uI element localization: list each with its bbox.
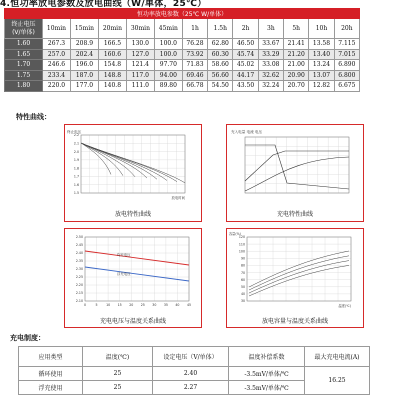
x-tick-label: 10 xyxy=(106,303,111,307)
y-tick-label: 2.40 xyxy=(75,251,83,256)
charge-section-title: 充电制度： xyxy=(10,334,45,342)
power-value-cell: 71.83 xyxy=(182,60,207,71)
power-value-cell: 66.78 xyxy=(182,81,207,92)
x-tick-label: 25 xyxy=(140,303,145,307)
y-tick-label: 2.0 xyxy=(73,149,79,154)
y-tick-label: 40 xyxy=(240,292,245,297)
capacity-temperature-chart xyxy=(226,228,364,328)
duration-column-header: 20h xyxy=(334,19,359,39)
power-value-cell: 130.0 xyxy=(126,39,154,50)
col-temperature: 温度(℃) xyxy=(83,347,153,367)
power-value-cell: 94.00 xyxy=(154,70,182,81)
table-row: 循环使用 25 2.40 -3.5mV/单体/℃ 16.25 xyxy=(19,367,370,381)
duration-column-header: 1h xyxy=(182,19,207,39)
y-tick-label: 1.9 xyxy=(73,158,79,163)
power-value-cell: 202.4 xyxy=(70,49,98,60)
power-value-cell: 13.07 xyxy=(309,70,334,81)
power-value-cell: 177.0 xyxy=(70,81,98,92)
power-value-cell: 166.5 xyxy=(98,39,126,50)
table-row xyxy=(5,70,360,81)
power-value-cell: 100.0 xyxy=(154,39,182,50)
y-axis-label: 终止电压 xyxy=(67,130,82,134)
y-tick-label: 2.1 xyxy=(73,141,79,146)
x-tick-label: 30 xyxy=(152,303,157,307)
power-value-cell: 20.90 xyxy=(284,70,309,81)
power-value-cell: 140.8 xyxy=(98,81,126,92)
x-axis-label: 温度(℃) xyxy=(338,304,351,308)
max-current-value: 16.25 xyxy=(305,367,370,395)
power-value-cell: 6.675 xyxy=(334,81,359,92)
x-tick-label: 5 xyxy=(95,303,98,307)
end-voltage-cell: 1.75 xyxy=(5,70,43,81)
x-axis-label: 放电时间 xyxy=(171,196,185,200)
power-value-cell: 127.0 xyxy=(126,49,154,60)
power-value-cell: 6.890 xyxy=(334,60,359,71)
power-value-cell: 13.58 xyxy=(309,39,334,50)
power-value-cell: 89.80 xyxy=(154,81,182,92)
x-tick-label: 40 xyxy=(175,303,180,307)
end-voltage-cell: 1.60 xyxy=(5,39,43,50)
power-value-cell: 257.0 xyxy=(43,49,71,60)
power-value-cell: 13.24 xyxy=(309,60,334,71)
duration-column-header: 30min xyxy=(126,19,154,39)
y-tick-label: 2.25 xyxy=(75,275,83,280)
chart-caption: 放电容量与温度关系曲线 xyxy=(261,318,328,325)
power-value-cell: 21.00 xyxy=(284,60,309,71)
power-value-cell: 69.46 xyxy=(182,70,207,81)
table-row xyxy=(5,81,360,92)
duration-column-header: 20min xyxy=(98,19,126,39)
chart-caption: 充电特性曲线 xyxy=(276,211,313,218)
y-tick-label: 30 xyxy=(240,299,245,304)
curves-section-title: 特性曲线： xyxy=(16,113,51,121)
duration-column-header: 2h xyxy=(233,19,258,39)
power-value-cell: 13.40 xyxy=(309,49,334,60)
page-heading: 4.恒功率放电参数及放电曲线（W/单体，25℃） xyxy=(0,0,207,9)
charge-regime-table xyxy=(18,346,370,395)
power-value-cell: 33.67 xyxy=(258,39,283,50)
y-tick-label: 1.6 xyxy=(73,182,79,187)
x-tick-label: 20 xyxy=(129,303,134,307)
power-value-cell: 33.29 xyxy=(258,49,283,60)
power-value-cell: 233.4 xyxy=(43,70,71,81)
discharge-characteristic-chart xyxy=(64,124,202,222)
duration-column-header: 10min xyxy=(43,19,71,39)
power-value-cell: 62.80 xyxy=(208,39,233,50)
power-value-cell: 246.6 xyxy=(43,60,71,71)
power-value-cell: 97.70 xyxy=(154,60,182,71)
line-label: 浮充电压 xyxy=(117,272,131,276)
power-value-cell: 196.0 xyxy=(70,60,98,71)
y-tick-label: 1.8 xyxy=(73,166,79,171)
y-tick-label: 2.15 xyxy=(75,291,83,296)
table-row xyxy=(5,49,360,60)
line-label: 均充电压 xyxy=(117,253,131,257)
y-axis-label: 容量(%) xyxy=(229,232,241,236)
power-value-cell: 60.30 xyxy=(208,49,233,60)
voltage-temperature-chart xyxy=(64,228,202,328)
power-value-cell: 7.015 xyxy=(334,49,359,60)
power-value-cell: 148.8 xyxy=(98,70,126,81)
power-value-cell: 33.08 xyxy=(258,60,283,71)
table-row xyxy=(5,60,360,71)
x-tick-label: 0 xyxy=(83,303,87,307)
duration-column-header: 15min xyxy=(70,19,98,39)
table-row xyxy=(5,39,360,50)
power-value-cell: 76.28 xyxy=(182,39,207,50)
power-value-cell: 111.0 xyxy=(126,81,154,92)
end-voltage-cell: 1.70 xyxy=(5,60,43,71)
y-tick-label: 1.5 xyxy=(73,191,79,196)
power-value-cell: 54.50 xyxy=(208,81,233,92)
power-value-cell: 160.6 xyxy=(98,49,126,60)
power-value-cell: 267.3 xyxy=(43,39,71,50)
y-tick-label: 2.35 xyxy=(75,259,83,264)
power-value-cell: 6.800 xyxy=(334,70,359,81)
power-value-cell: 73.92 xyxy=(182,49,207,60)
chart-caption: 充电电压与温度关系曲线 xyxy=(99,318,166,325)
end-voltage-cell: 1.65 xyxy=(5,49,43,60)
y-tick-label: 2.50 xyxy=(75,235,83,240)
power-value-cell: 208.9 xyxy=(70,39,98,50)
power-value-cell: 32.24 xyxy=(258,81,283,92)
y-tick-label: 50 xyxy=(240,284,245,289)
discharge-parameter-table xyxy=(4,8,360,92)
power-value-cell: 154.8 xyxy=(98,60,126,71)
power-value-cell: 100.0 xyxy=(154,49,182,60)
x-tick-label: 45 xyxy=(186,303,192,307)
power-value-cell: 121.4 xyxy=(126,60,154,71)
y-tick-label: 1.7 xyxy=(73,174,79,179)
power-value-cell: 43.50 xyxy=(233,81,258,92)
power-value-cell: 220.0 xyxy=(43,81,71,92)
y-tick-label: 100 xyxy=(238,249,245,254)
y-tick-label: 2.10 xyxy=(75,299,83,304)
power-value-cell: 20.70 xyxy=(284,81,309,92)
power-value-cell: 58.60 xyxy=(208,60,233,71)
discharge-curve xyxy=(81,143,123,176)
duration-column-header: 5h xyxy=(284,19,309,39)
power-value-cell: 12.82 xyxy=(309,81,334,92)
duration-column-header: 3h xyxy=(258,19,283,39)
discharge-curve xyxy=(81,143,111,174)
power-value-cell: 45.02 xyxy=(233,60,258,71)
table-row: 浮充使用 25 2.27 -3.5mV/单体/℃ xyxy=(19,381,370,395)
power-value-cell: 187.0 xyxy=(70,70,98,81)
power-value-cell: 56.60 xyxy=(208,70,233,81)
x-tick-label: 35 xyxy=(163,303,168,307)
duration-column-header: 10h xyxy=(309,19,334,39)
y-tick-label: 2.20 xyxy=(75,283,83,288)
col-application: 应用类型 xyxy=(19,347,83,367)
power-value-cell: 32.62 xyxy=(258,70,283,81)
table-caption: 恒功率放电参数（25℃ W/单体） xyxy=(5,9,360,19)
legend-text: 充入电量 电流 电压 xyxy=(231,130,263,134)
y-tick-label: 120 xyxy=(238,235,245,240)
y-tick-label: 2.45 xyxy=(75,243,83,248)
x-tick-label: 15 xyxy=(117,303,122,307)
charge-characteristic-chart xyxy=(226,124,364,222)
power-value-cell: 21.20 xyxy=(284,49,309,60)
col-compensation: 温度补偿系数 xyxy=(229,347,305,367)
chart-caption: 放电特性曲线 xyxy=(114,211,151,218)
y-tick-label: 80 xyxy=(240,263,245,268)
power-value-cell: 117.0 xyxy=(126,70,154,81)
y-tick-label: 110 xyxy=(238,242,245,247)
power-value-cell: 46.50 xyxy=(233,39,258,50)
end-voltage-cell: 1.80 xyxy=(5,81,43,92)
col-set-voltage: 设定电压（V/单体） xyxy=(153,347,229,367)
power-value-cell: 21.41 xyxy=(284,39,309,50)
col-max-current: 最大充电电流(A) xyxy=(305,347,370,367)
y-tick-label: 90 xyxy=(240,256,245,261)
y-tick-label: 2.2 xyxy=(73,133,79,138)
y-tick-label: 2.30 xyxy=(75,267,83,272)
power-value-cell: 45.74 xyxy=(233,49,258,60)
y-tick-label: 60 xyxy=(240,277,245,282)
voltage-column-header: 终止电压 (V/单体) xyxy=(5,19,43,39)
y-tick-label: 70 xyxy=(240,270,245,275)
duration-column-header: 45min xyxy=(154,19,182,39)
power-value-cell: 7.115 xyxy=(334,39,359,50)
power-value-cell: 44.17 xyxy=(233,70,258,81)
duration-column-header: 1.5h xyxy=(208,19,233,39)
